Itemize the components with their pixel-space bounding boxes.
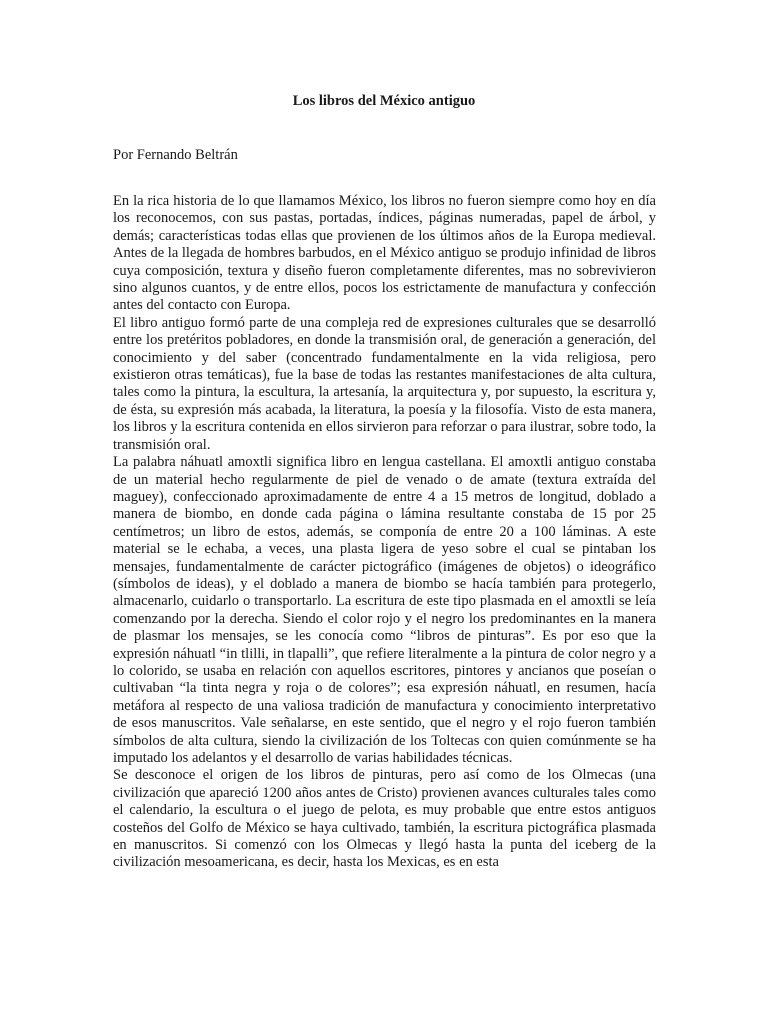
document-title: Los libros del México antiguo	[292, 93, 476, 109]
paragraph: En la rica historia de lo que llamamos México, los libros no fueron siempre como hoy en día los reconocemos, con sus pastas, portadas, índices, páginas numeradas, papel de árbol, y demás; características todas ellas que provienen de los últimos años de la Europa medieval. Antes de la llegada de hombres barbudos, en el México antiguo se produjo infinidad de libros cuya composición, textura y diseño fueron completamente diferentes, mas no sobrevivieron sino algunos cuantos, y de entre ellos, pocos los estrictamente de manufactura y confección antes del contacto con Europa.	[113, 193, 656, 314]
paragraph: La palabra náhuatl amoxtli significa libro en lengua castellana. El amoxtli antiguo constaba de un material hecho regularmente de piel de venado o de amate (textura extraída del maguey), confeccionado aproximadamente de entre 4 a 15 metros de longitud, doblado a manera de biombo, en donde cada página o lámina resultante constaba de 15 por 25 centímetros; un libro de estos, además, se componía de entre 20 a 100 láminas. A este material se le echaba, a veces, una plasta ligera de yeso sobre el cual se pintaban los mensajes, fundamentalmente de carácter pictográfico (imágenes de objetos) o ideográfico (símbolos de ideas), y el doblado a manera de biombo se hacía también para protegerlo, almacenarlo, cuidarlo o transportarlo. La escritura de este tipo plasmada en el amoxtli se leía comenzando por la derecha. Siendo el color rojo y el negro los predominantes en la manera de plasmar los mensajes, se les conocía como “libros de pinturas”. Es por eso que la expresión náhuatl “in tlilli, in tlapalli”, que refiere literalmente a la pintura de color negro y a lo colorido, se usaba en relación con aquellos escritores, pintores y ancianos que poseían o cultivaban “la tinta negra y roja o de colores”; esa expresión náhuatl, en resumen, hacía metáfora al respecto de una valiosa tradición de manufactura y conocimiento interpretativo de esos manuscritos. Vale señalarse, en este sentido, que el negro y el rojo fueron también símbolos de alta cultura, siendo la civilización de los Toltecas con quien comúnmente se ha imputado los adelantos y el desarrollo de varias habilidades técnicas.	[113, 454, 656, 766]
document-body	[113, 193, 656, 872]
paragraph: El libro antiguo formó parte de una compleja red de expresiones culturales que se desarrolló entre los pretéritos pobladores, en donde la transmisión oral, de generación a generación, del conocimiento y del saber (concentrado fundamentalmente en la vida religiosa, pero existieron otras temáticas), fue la base de todas las restantes manifestaciones de alta cultura, tales como la pintura, la escultura, la artesanía, la arquitectura y, por supuesto, la escritura y, de ésta, su expresión más acabada, la literatura, la poesía y la filosofía. Visto de esta manera, los libros y la escritura contenida en ellos sirvieron para reforzar o para ilustrar, sobre todo, la transmisión oral.	[113, 314, 656, 453]
author-byline: Por Fernando Beltrán	[113, 147, 238, 163]
paragraph: Se desconoce el origen de los libros de pinturas, pero así como de los Olmecas (una civilización que apareció 1200 años antes de Cristo) provienen avances culturales tales como el calendario, la escultura o el juego de pelota, es muy probable que entre estos antiguos costeños del Golfo de México se haya cultivado, también, la escritura pictográfica plasmada en manuscritos. Si comenzó con los Olmecas y llegó hasta la punta del iceberg de la civilización mesoamericana, es decir, hasta los Mexicas, es en esta	[113, 767, 656, 871]
